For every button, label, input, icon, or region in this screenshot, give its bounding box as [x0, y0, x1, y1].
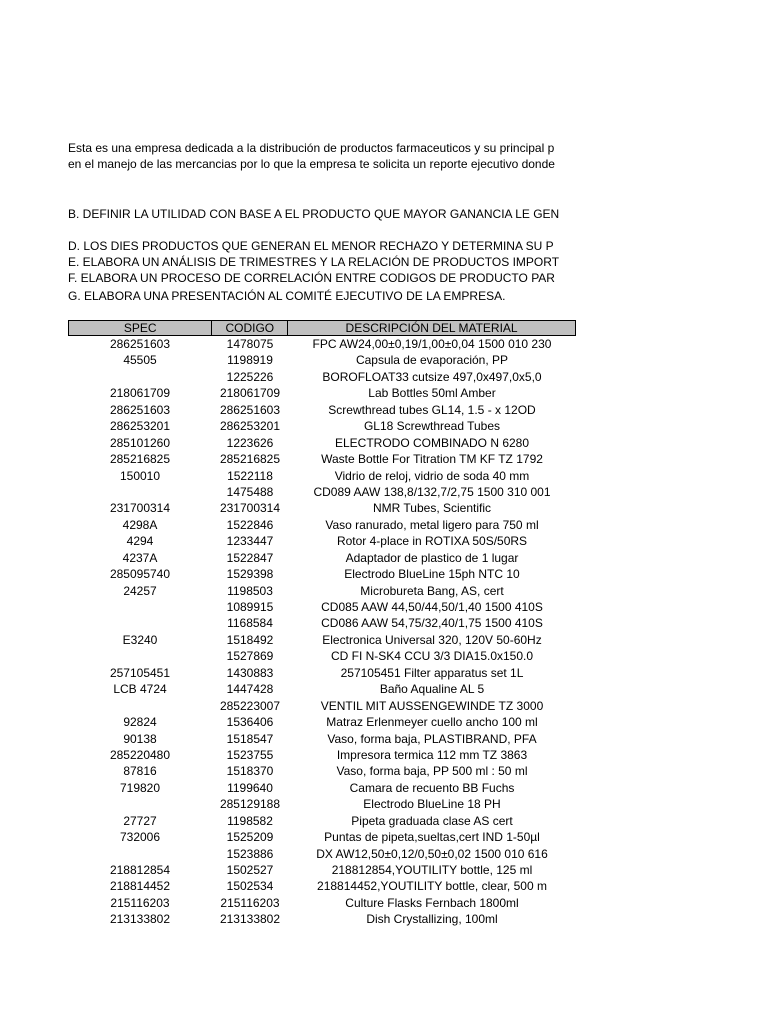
cell-codigo: 1502527 [226, 863, 274, 877]
cell-spec [68, 615, 212, 631]
cell-codigo: 213133802 [219, 912, 281, 927]
cell-spec: 285216825 [109, 452, 171, 467]
cell-descripcion: Vaso, forma baja, PP 500 ml : 50 ml [336, 764, 528, 779]
cell-codigo: 1475488 [226, 484, 274, 499]
cell-codigo: 1527869 [226, 649, 274, 664]
table-row [68, 352, 576, 368]
cell-codigo: 1447428 [226, 682, 274, 697]
cell-spec: 732006 [119, 830, 161, 845]
cell-codigo: 1198582 [227, 813, 273, 828]
table-row [68, 500, 576, 516]
table-row [68, 632, 576, 648]
cell-spec: 4237A [122, 550, 158, 565]
intro-line-2: en el manejo de las mercancias por lo que la empresa te solicita un reporte ejecutivo donde [68, 157, 555, 171]
cell-descripcion: FPC AW24,00±0,19/1,00±0,04 1500 010 230 [312, 337, 552, 351]
cell-descripcion: Capsula de evaporación, PP [355, 353, 509, 368]
cell-descripcion: GL18 Screwthread Tubes [363, 419, 501, 434]
cell-spec: 24257 [123, 583, 157, 598]
cell-codigo: 1502534 [226, 879, 274, 894]
cell-descripcion: DX AW12,50±0,12/0,50±0,02 1500 010 616 [316, 846, 548, 861]
table-row [68, 878, 576, 894]
table-row [68, 681, 576, 697]
cell-codigo: 285216825 [219, 452, 281, 467]
cell-descripcion: VENTIL MIT AUSSENGEWINDE TZ 3000 [320, 698, 544, 713]
cell-codigo: 286251603 [219, 402, 281, 417]
cell-descripcion: Electrodo BlueLine 15ph NTC 10 [344, 567, 520, 582]
cell-spec: 45505 [123, 353, 157, 368]
table-row [68, 418, 576, 434]
task-f: F. ELABORA UN PROCESO DE CORRELACIÓN ENTRE CODIGOS DE PRODUCTO PAR [68, 271, 555, 285]
table-row [68, 451, 576, 467]
cell-descripcion: Pipeta graduada clase AS cert [351, 813, 513, 828]
cell-descripcion: Lab Bottles 50ml Amber [368, 386, 496, 401]
table-row [68, 468, 576, 484]
cell-descripcion: CD089 AAW 138,8/132,7/2,75 1500 310 001 [313, 484, 551, 499]
cell-descripcion: Screwthread tubes GL14, 1.5 - x 12OD [328, 402, 536, 417]
cell-descripcion: Baño Aqualine AL 5 [379, 682, 485, 697]
cell-codigo: 1523755 [226, 747, 274, 762]
cell-descripcion: Vidrio de reloj, vidrio de soda 40 mm [334, 468, 530, 483]
cell-codigo: 1089915 [226, 600, 274, 614]
cell-codigo: 1522118 [227, 468, 273, 483]
cell-spec [68, 484, 212, 500]
cell-descripcion: Dish Crystallizing, 100ml [366, 912, 498, 927]
cell-spec: LCB 4724 [113, 682, 167, 697]
cell-descripcion: Electronica Universal 320, 120V 50-60Hz [322, 632, 542, 647]
cell-spec: 4298A [122, 517, 158, 532]
cell-spec [68, 846, 212, 862]
table-row [68, 665, 576, 681]
cell-descripcion: NMR Tubes, Scientific [372, 501, 492, 516]
cell-codigo: 1223626 [226, 435, 274, 450]
cell-descripcion: 218814452,YOUTILITY bottle, clear, 500 m [317, 879, 547, 894]
cell-spec: 150010 [119, 468, 161, 483]
intro-line-1: Esta es una empresa dedicada a la distribución de productos farmaceuticos y su principal p [68, 141, 555, 155]
cell-spec: 92824 [123, 715, 157, 730]
cell-descripcion: Impresora termica 112 mm TZ 3863 [336, 747, 528, 762]
cell-spec: 286253201 [109, 419, 171, 434]
table-row [68, 895, 576, 911]
cell-codigo: 1522846 [226, 517, 274, 532]
table-row [68, 517, 576, 533]
cell-spec: 285095740 [109, 567, 171, 582]
cell-codigo: 1518370 [226, 764, 274, 779]
cell-codigo: 1430883 [226, 665, 274, 680]
table-row [68, 796, 576, 812]
cell-descripcion: ELECTRODO COMBINADO N 6280 [334, 435, 530, 450]
cell-descripcion: CD FI N-SK4 CCU 3/3 DIA15.0x150.0 [330, 649, 534, 664]
cell-descripcion: BOROFLOAT33 cutsize 497,0x497,0x5,0 [322, 369, 542, 384]
cell-spec [68, 648, 212, 664]
cell-spec: 285101260 [109, 435, 171, 450]
cell-spec [68, 698, 212, 714]
table-row [68, 763, 576, 779]
table-row [68, 369, 576, 385]
cell-spec: 218061709 [109, 386, 171, 401]
table-row [68, 385, 576, 401]
materials-table [68, 320, 576, 928]
cell-descripcion: Microbureta Bang, AS, cert [360, 583, 504, 598]
cell-codigo: 1529398 [226, 567, 274, 582]
header-spec: SPEC [69, 321, 212, 335]
task-d: D. LOS DIES PRODUCTOS QUE GENERAN EL MENOR RECHAZO Y DETERMINA SU P [68, 239, 554, 253]
table-row [68, 435, 576, 451]
cell-spec: 215116203 [110, 895, 170, 910]
cell-descripcion: Puntas de pipeta,sueltas,cert IND 1-50µl [324, 830, 540, 845]
table-row [68, 862, 576, 878]
table-row [68, 813, 576, 829]
cell-codigo: 1478075 [226, 337, 274, 351]
cell-spec: 4294 [126, 534, 154, 549]
cell-descripcion: Rotor 4-place in ROTIXA 50S/50RS [336, 534, 528, 549]
cell-codigo: 285129188 [219, 797, 281, 812]
cell-spec: 257105451 [109, 665, 171, 680]
cell-descripcion: 257105451 Filter apparatus set 1L [340, 665, 524, 680]
cell-spec: 231700314 [109, 501, 171, 516]
table-row [68, 648, 576, 664]
cell-codigo: 1199640 [227, 780, 273, 795]
table-row [68, 911, 576, 927]
table-row [68, 714, 576, 730]
cell-codigo: 218061709 [219, 386, 281, 401]
cell-spec: 90138 [123, 731, 157, 746]
cell-descripcion: Vaso ranurado, metal ligero para 750 ml [325, 517, 539, 532]
cell-spec: 286251603 [109, 402, 171, 417]
cell-codigo: 1233447 [226, 534, 274, 549]
table-row [68, 846, 576, 862]
table-row [68, 780, 576, 796]
header-descripcion: DESCRIPCIÓN DEL MATERIAL [345, 321, 518, 335]
cell-spec: 213133802 [109, 912, 171, 927]
cell-spec: 286251603 [109, 337, 171, 351]
table-row [68, 615, 576, 631]
table-row [68, 599, 576, 615]
table-row [68, 550, 576, 566]
task-e: E. ELABORA UN ANÁLISIS DE TRIMESTRES Y LA RELACIÓN DE PRODUCTOS IMPORT [68, 255, 560, 269]
cell-descripcion: 218812854,YOUTILITY bottle, 125 ml [331, 863, 533, 877]
cell-spec: 218812854 [109, 863, 171, 877]
table-row [68, 731, 576, 747]
cell-descripcion: CD085 AAW 44,50/44,50/1,40 1500 410S [321, 600, 543, 614]
cell-spec [68, 599, 212, 615]
cell-descripcion: Waste Bottle For Titration TM KF TZ 1792 [321, 452, 543, 467]
cell-spec: 719820 [119, 780, 161, 795]
table-body [68, 336, 576, 928]
cell-descripcion: CD086 AAW 54,75/32,40/1,75 1500 410S [321, 616, 543, 631]
table-row [68, 583, 576, 599]
cell-descripcion: Vaso, forma baja, PLASTIBRAND, PFA [327, 731, 537, 746]
cell-descripcion: Adaptador de plastico de 1 lugar [345, 550, 519, 565]
cell-codigo: 1225226 [226, 369, 274, 384]
cell-codigo: 215116203 [220, 895, 280, 910]
cell-codigo: 1198919 [227, 353, 273, 368]
cell-codigo: 1198503 [227, 583, 273, 598]
cell-spec: 285220480 [109, 747, 171, 762]
task-b: B. DEFINIR LA UTILIDAD CON BASE A EL PRODUCTO QUE MAYOR GANANCIA LE GEN [68, 207, 560, 221]
cell-descripcion: Electrodo BlueLine 18 PH [363, 797, 501, 812]
cell-codigo: 1523886 [226, 846, 274, 861]
table-row [68, 747, 576, 763]
cell-codigo: 285223007 [219, 698, 281, 713]
cell-descripcion: Culture Flasks Fernbach 1800ml [345, 895, 519, 910]
cell-codigo: 231700314 [219, 501, 281, 516]
cell-codigo: 1525209 [226, 830, 274, 845]
table-row [68, 698, 576, 714]
cell-descripcion: Matraz Erlenmeyer cuello ancho 100 ml [326, 715, 538, 730]
cell-codigo: 1536406 [226, 715, 274, 730]
table-row [68, 402, 576, 418]
cell-descripcion: Camara de recuento BB Fuchs [349, 780, 515, 795]
cell-spec: 27727 [123, 813, 157, 828]
cell-spec: 218814452 [109, 879, 171, 894]
table-row [68, 566, 576, 582]
cell-codigo: 1518547 [226, 731, 274, 746]
header-codigo: CODIGO [212, 321, 288, 335]
task-g: G. ELABORA UNA PRESENTACIÓN AL COMITÉ EJECUTIVO DE LA EMPRESA. [68, 289, 506, 303]
cell-spec: 87816 [123, 764, 157, 779]
cell-codigo: 1518492 [226, 632, 274, 647]
cell-spec [68, 369, 212, 385]
table-row [68, 829, 576, 845]
table-row [68, 484, 576, 500]
table-row [68, 336, 576, 352]
table-header [68, 320, 576, 336]
cell-spec: E3240 [122, 632, 158, 647]
cell-codigo: 286253201 [219, 419, 281, 434]
cell-spec [68, 796, 212, 812]
table-row [68, 533, 576, 549]
cell-codigo: 1522847 [226, 550, 274, 565]
cell-codigo: 1168584 [227, 616, 273, 631]
